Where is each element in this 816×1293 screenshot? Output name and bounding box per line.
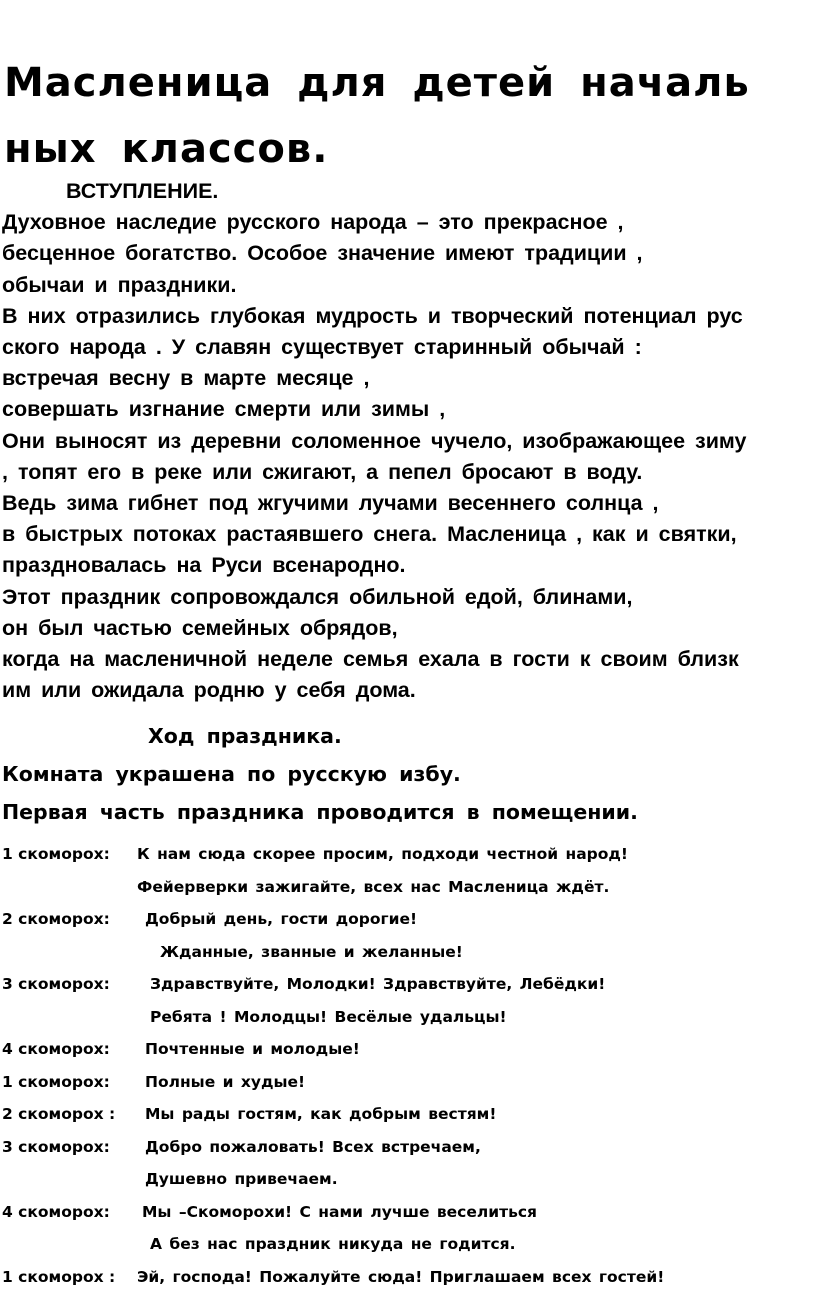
intro-line: Они выносят из деревни соломенное чучело, изображающее зиму bbox=[2, 426, 814, 457]
speaker-text: Душевно привечаем. bbox=[145, 1163, 338, 1196]
speaker-label: 1 скоморох: bbox=[2, 1066, 110, 1099]
speaker-text: Мы рады гостям, как добрым вестям! bbox=[145, 1098, 496, 1131]
speaker-label: 4 скоморох: bbox=[2, 1196, 110, 1229]
intro-line: им или ожидала родню у себя дома. bbox=[2, 675, 814, 706]
intro-line: совершать изгнание смерти или зимы , bbox=[2, 394, 814, 425]
speaker-text: К нам сюда скорее просим, подходи честной народ! bbox=[137, 838, 628, 871]
intro-line: бесценное богатство. Особое значение имеют традиции , bbox=[2, 238, 814, 269]
speaker-label: 4 скоморох: bbox=[2, 1033, 110, 1066]
intro-line: Духовное наследие русского народа – это прекрасное , bbox=[2, 207, 814, 238]
dialog-line bbox=[2, 903, 814, 936]
intro-line: встречая весну в марте месяце , bbox=[2, 363, 814, 394]
section-heading: Ход праздника. bbox=[2, 724, 814, 748]
speaker-text: Мы –Скоморохи! С нами лучше веселиться bbox=[142, 1196, 537, 1229]
dialog-list bbox=[2, 838, 814, 1293]
dialog-line bbox=[2, 1228, 814, 1261]
dialog-line bbox=[2, 1098, 814, 1131]
speaker-text: Жданные, званные и желанные! bbox=[160, 936, 463, 969]
dialog-line bbox=[2, 968, 814, 1001]
speaker-text: Полные и худые! bbox=[145, 1066, 305, 1099]
intro-line: обычаи и праздники. bbox=[2, 270, 814, 301]
speaker-text: Ребята ! Молодцы! Весёлые удальцы! bbox=[150, 1001, 507, 1034]
title-line: Масленица для детей началь bbox=[4, 50, 814, 116]
speaker-text: Эй, господа! Пожалуйте сюда! Приглашаем всех гостей! bbox=[137, 1261, 664, 1293]
speaker-text: Здравствуйте, Молодки! Здравствуйте, Лебёдки! bbox=[150, 968, 605, 1001]
intro-line: В них отразились глубокая мудрость и творческий потенциал рус bbox=[2, 301, 814, 332]
intro-heading: ВСТУПЛЕНИЕ. bbox=[2, 176, 814, 207]
speaker-text: Добрый день, гости дорогие! bbox=[145, 903, 417, 936]
dialog-line bbox=[2, 1001, 814, 1034]
dialog-line bbox=[2, 1131, 814, 1164]
speaker-label: 2 скоморох : bbox=[2, 1098, 115, 1131]
intro-line: в быстрых потоках растаявшего снега. Масленица , как и святки, bbox=[2, 519, 814, 550]
section-line: Первая часть праздника проводится в помещении. bbox=[2, 800, 814, 824]
speaker-text: Фейерверки зажигайте, всех нас Масленица ждёт. bbox=[137, 871, 609, 904]
intro-line: он был частью семейных обрядов, bbox=[2, 613, 814, 644]
dialog-line bbox=[2, 936, 814, 969]
dialog-line bbox=[2, 1196, 814, 1229]
speaker-text: Добро пожаловать! Всех встречаем, bbox=[145, 1131, 481, 1164]
intro-line: , топят его в реке или сжигают, а пепел бросают в воду. bbox=[2, 457, 814, 488]
speaker-text: Почтенные и молодые! bbox=[145, 1033, 360, 1066]
dialog-line bbox=[2, 838, 814, 871]
intro-line: Этот праздник сопровождался обильной едой, блинами, bbox=[2, 582, 814, 613]
speaker-text: А без нас праздник никуда не годится. bbox=[150, 1228, 515, 1261]
dialog-line bbox=[2, 1066, 814, 1099]
speaker-label: 1 скоморох : bbox=[2, 1261, 115, 1293]
introduction bbox=[2, 176, 814, 706]
intro-line: Ведь зима гибнет под жгучими лучами весеннего солнца , bbox=[2, 488, 814, 519]
dialog-line bbox=[2, 1163, 814, 1196]
speaker-label: 3 скоморох: bbox=[2, 968, 110, 1001]
dialog-line bbox=[2, 871, 814, 904]
section-line: Комната украшена по русскую избу. bbox=[2, 762, 814, 786]
speaker-label: 3 скоморох: bbox=[2, 1131, 110, 1164]
title-line: ных классов. bbox=[4, 116, 814, 182]
intro-line: праздновалась на Руси всенародно. bbox=[2, 550, 814, 581]
intro-line: ского народа . У славян существует старинный обычай : bbox=[2, 332, 814, 363]
document-title bbox=[4, 50, 814, 182]
speaker-label: 1 скоморох: bbox=[2, 838, 110, 871]
intro-line: когда на масленичной неделе семья ехала в гости к своим близк bbox=[2, 644, 814, 675]
dialog-line bbox=[2, 1033, 814, 1066]
dialog-line bbox=[2, 1261, 814, 1293]
speaker-label: 2 скоморох: bbox=[2, 903, 110, 936]
